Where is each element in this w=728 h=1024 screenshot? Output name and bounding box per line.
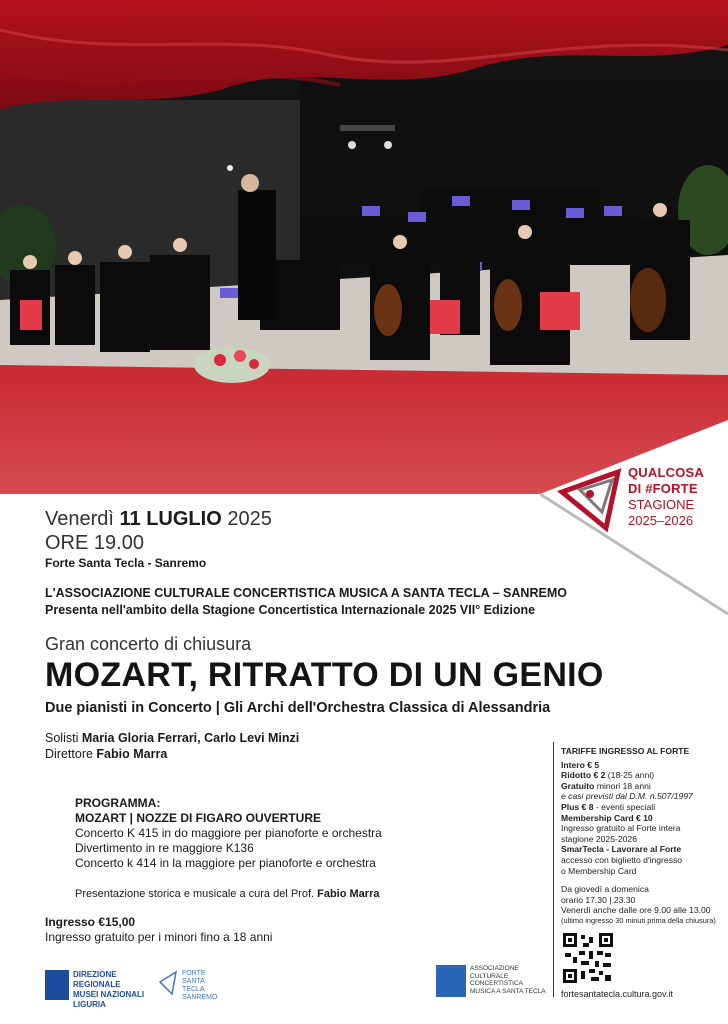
brand-line-3: STAGIONE — [628, 497, 695, 512]
event-weekday: Venerdì — [45, 508, 114, 530]
mic-logo — [45, 968, 145, 1009]
forte-line-3: TECLA — [182, 986, 205, 993]
website-link[interactable]: fortesantatecla.cultura.gov.it — [561, 989, 673, 999]
mic-emblem-icon — [45, 970, 69, 1000]
admission-free-note: Ingresso gratuito per i minori fino a 18 anni — [45, 930, 273, 944]
brand-line-2: DI #FORTE — [628, 481, 698, 496]
event-year: 2025 — [227, 508, 272, 530]
membership-desc-2: stagione 2025-2026 — [561, 833, 637, 844]
presentation-name: Fabio Marra — [317, 888, 380, 900]
event-day-month: 11 LUGLIO — [119, 508, 222, 530]
mic-logo-text — [73, 970, 145, 1010]
brand-line-1: QUALCOSA — [628, 465, 704, 480]
mic-line-3: LIGURIA — [73, 1000, 106, 1009]
association-emblem-icon — [436, 965, 466, 997]
admission-price: Ingresso €15,00 — [45, 915, 136, 929]
event-date — [45, 508, 272, 531]
tariffa-ridotto: Ridotto € 2 — [561, 770, 606, 781]
association-logo-text — [470, 965, 546, 995]
tariffa-gratuito-detail: minori 18 anni — [596, 780, 651, 791]
presents-line: Presenta nell'ambito della Stagione Concertistica Internazionale 2025 VII° Edizione — [45, 603, 536, 617]
assoc-line-4: MUSICA A SANTA TECLA — [470, 987, 546, 995]
brand-line-4: 2025–2026 — [628, 513, 694, 528]
association-logo — [436, 963, 546, 999]
event-venue: Forte Santa Tecla - Sanremo — [45, 556, 207, 570]
assoc-line-1: ASSOCIAZIONE — [470, 965, 519, 972]
presentation-prefix: Presentazione storica e musicale a cura del Prof. — [75, 888, 315, 900]
smartecla-desc-2: o Membership Card — [561, 865, 637, 876]
director-label: Direttore — [45, 747, 93, 761]
concert-tagline: Due pianisti in Concerto | Gli Archi dell'Orchestra Classica di Alessandria — [45, 700, 551, 716]
assoc-line-3: CONCERTISTICA — [470, 980, 523, 987]
mic-line-2: MUSEI NAZIONALI — [73, 990, 145, 999]
forte-logo — [158, 968, 238, 1004]
program-section — [75, 796, 382, 871]
director-name: Fabio Marra — [96, 747, 168, 761]
membership-desc-1: Ingresso gratuito al Forte intera — [561, 823, 681, 834]
tariffa-ridotto-detail: (18-25 anni) — [607, 770, 655, 781]
qr-code-icon[interactable] — [563, 933, 613, 983]
admission — [45, 915, 272, 945]
tariffe-panel — [561, 746, 726, 927]
hours-line-2: orario 17.30 | 23.30 — [561, 894, 636, 905]
forte-outline-icon — [158, 968, 180, 998]
hours-line-4: (ultimo ingresso 30 minuti prima della chiusura) — [561, 915, 716, 925]
soloists-label: Solisti — [45, 731, 79, 745]
opening-hours — [561, 884, 726, 926]
tariffa-gratuito-note: e casi previsti dal D.M. n.507/1997 — [561, 791, 693, 802]
tariffa-intero: Intero € 5 — [561, 759, 600, 770]
program-heading: PROGRAMMA: — [75, 796, 161, 810]
tariffa-smartecla: SmarTecla - Lavorare al Forte — [561, 844, 682, 855]
hours-line-1: Da giovedì a domenica — [561, 884, 649, 895]
program-subheading: MOZART | NOZZE DI FIGARO OUVERTURE — [75, 811, 322, 825]
performers — [45, 730, 299, 762]
event-time: ORE 19.00 — [45, 532, 144, 554]
soloists-line — [45, 730, 299, 746]
forte-line-2: SANTA — [182, 978, 205, 985]
concert-title: MOZART, RITRATTO DI UN GENIO — [45, 656, 604, 694]
tariffa-membership: Membership Card € 10 — [561, 812, 653, 823]
soloists-names: Maria Gloria Ferrari, Carlo Levi Minzi — [81, 731, 300, 745]
tariffa-plus-detail: - eventi speciali — [595, 801, 656, 812]
forte-line-1: FORTE — [182, 970, 206, 977]
program-item: Concerto k 414 in la maggiore per pianoforte e orchestra — [75, 856, 376, 870]
program-item: Concerto K 415 in do maggiore per pianoforte e orchestra — [75, 826, 382, 840]
hours-line-3: Venerdì anche dalle ore 9.00 alle 13.00 — [561, 905, 711, 916]
forte-logo-text — [182, 970, 217, 1002]
presentation-line — [75, 888, 379, 900]
season-brand — [628, 465, 728, 529]
director-line — [45, 746, 299, 762]
tariffe-heading: TARIFFE INGRESSO AL FORTE — [561, 746, 690, 756]
column-divider — [553, 742, 554, 997]
program-item: Divertimento in re maggiore K136 — [75, 841, 254, 855]
concert-subtitle: Gran concerto di chiusura — [45, 634, 252, 654]
tariffa-plus: Plus € 8 — [561, 801, 594, 812]
association-line: L'ASSOCIAZIONE CULTURALE CONCERTISTICA MUSICA A SANTA TECLA – SANREMO — [45, 586, 567, 600]
smartecla-desc-1: accesso con biglietto d'ingresso — [561, 854, 683, 865]
mic-line-1: DIREZIONE REGIONALE — [73, 970, 121, 989]
assoc-line-2: CULTURALE — [470, 972, 509, 980]
tariffa-gratuito: Gratuito — [561, 780, 595, 791]
forte-line-4: SANREMO — [182, 994, 218, 1001]
